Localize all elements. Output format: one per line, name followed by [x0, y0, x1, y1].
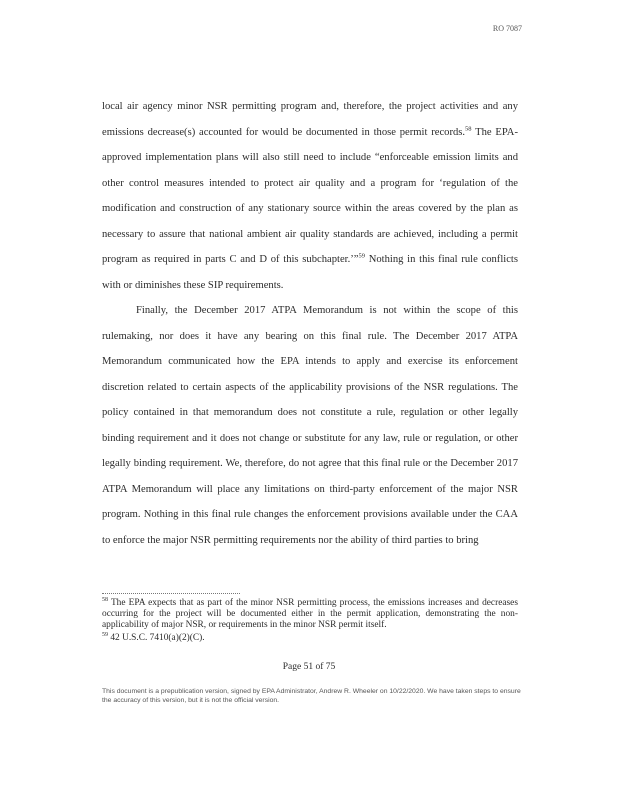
footnote-59: [102, 633, 518, 644]
footnotes: [102, 598, 518, 645]
footnote-text: 42 U.S.C. 7410(a)(2)(C).: [108, 632, 205, 643]
footnote-number: 58: [102, 596, 108, 603]
prepublication-notice: This document is a prepublication version, signed by EPA Administrator, Andrew R. Wheeler on 10/22/2020. We have taken steps to ensure the accuracy of this version, but it is not the official version.: [102, 688, 521, 704]
footnote-ref-59[interactable]: 59: [358, 252, 365, 260]
paragraph-1-text-c: Nothing in this final rule conflicts with or diminishes these SIP requirements.: [102, 254, 518, 291]
footnote-text: The EPA expects that as part of the minor NSR permitting process, the emissions increases and decreases occurring for the project will be documented either in the permit application, demonstrating the non-applicability of major NSR, or requirements in the minor NSR permit itself.: [102, 598, 518, 631]
paragraph-1: [102, 94, 518, 298]
footnote-separator: [102, 593, 240, 594]
footnote-number: 59: [102, 631, 108, 638]
page-number: Page 51 of 75: [282, 662, 336, 672]
body-text: [102, 94, 518, 553]
paragraph-1-text-b: The EPA-approved implementation plans will also still need to include “enforceable emission limits and other control measures intended to protect air quality and a program for ‘regulation of the modification and construction of any stationary source within the areas covered by the plan as necessary to assure that national ambient air quality standards are achieved, including a permit program as required in parts C and D of this subchapter.’”: [102, 126, 518, 265]
paragraph-2: Finally, the December 2017 ATPA Memorandum is not within the scope of this rulemaking, nor does it have any bearing on this final rule. The December 2017 ATPA Memorandum communicated how the EPA intends to apply and exercise its enforcement discretion related to certain aspects of the applicability provisions of the NSR regulations. The policy contained in that memorandum does not constitute a rule, regulation or other legally binding requirement and it does not change or substitute for any law, rule or regulation, or other legally binding requirement. We, therefore, do not agree that this final rule or the December 2017 ATPA Memorandum will place any limitations on third-party enforcement of the major NSR program. Nothing in this final rule changes the enforcement provisions available under the CAA to enforce the major NSR permitting requirements nor the ability of third parties to bring: [102, 305, 518, 546]
footnote-ref-58[interactable]: 58: [465, 124, 472, 132]
paragraph-1-text-a: local air agency minor NSR permitting program and, therefore, the project activities and any emissions decrease(s) accounted for would be documented in those permit records.: [102, 101, 518, 138]
document-id: RO 7087: [492, 24, 522, 33]
footnote-58: [102, 598, 518, 632]
